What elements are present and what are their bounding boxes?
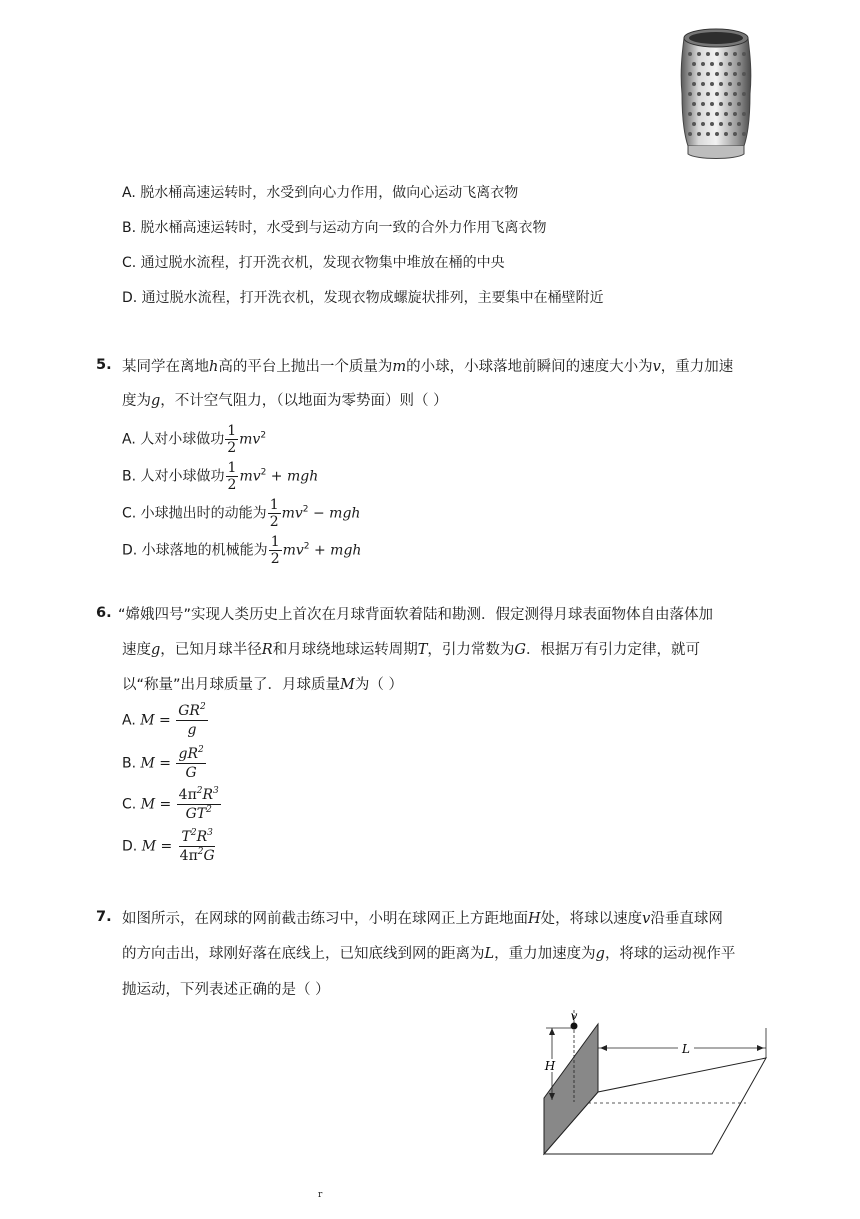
q7-number: 7. — [96, 909, 112, 925]
drum-hole — [724, 52, 728, 56]
q5-number: 5. — [96, 357, 112, 373]
drum-hole — [688, 92, 692, 96]
drum-hole — [706, 72, 710, 76]
drum-hole — [692, 102, 696, 106]
drum-hole — [701, 62, 705, 66]
drum-hole — [715, 112, 719, 116]
drum-hole — [742, 52, 746, 56]
drum-hole — [706, 132, 710, 136]
drum-hole — [728, 122, 732, 126]
drum-hole — [742, 72, 746, 76]
drum-hole — [706, 112, 710, 116]
drum-hole — [719, 122, 723, 126]
drum-hole — [715, 72, 719, 76]
drum-hole — [742, 92, 746, 96]
tennis-ball — [571, 1023, 578, 1030]
drum-hole — [701, 122, 705, 126]
q4-option-c: C. 通过脱水流程，打开洗衣机，发现衣物集中堆放在桶的中央 — [122, 255, 505, 271]
drum-hole — [724, 92, 728, 96]
q4-option-d: D. 通过脱水流程，打开洗衣机，发现衣物成螺旋状排列，主要集中在桶壁附近 — [122, 290, 604, 306]
drum-hole — [697, 92, 701, 96]
q5-stem-line2: 度为g，不计空气阻力，（以地面为零势面）则（ ） — [122, 393, 448, 409]
length-label: L — [682, 1042, 690, 1056]
drum-hole — [728, 62, 732, 66]
drum-hole — [701, 82, 705, 86]
drum-hole — [719, 82, 723, 86]
drum-hole — [733, 92, 737, 96]
drum-hole — [710, 62, 714, 66]
drum-hole — [733, 112, 737, 116]
height-label: H — [544, 1059, 556, 1073]
drum-hole — [697, 132, 701, 136]
tennis-net-figure — [530, 1008, 780, 1160]
q6-option-c: C. M = $\frac{4\pi^2R^3}{GT^2}$ — [122, 786, 219, 822]
drum-hole — [692, 122, 696, 126]
drum-hole — [692, 82, 696, 86]
q6-number: 6. — [96, 605, 112, 621]
velocity-label: v — [570, 1009, 578, 1023]
drum-hole — [728, 82, 732, 86]
drum-hole — [688, 72, 692, 76]
drum-hole — [742, 112, 746, 116]
drum-hole — [724, 132, 728, 136]
q7-stem-line2: 的方向击出，球刚好落在底线上，已知底线到网的距离为L，重力加速度为g，将球的运动视作平 — [122, 946, 736, 962]
drum-hole — [737, 122, 741, 126]
drum-hole — [688, 52, 692, 56]
drum-hole — [715, 92, 719, 96]
drum-hole — [724, 112, 728, 116]
stray-mark: r — [318, 1190, 323, 1200]
q6-option-d: D. M = $\frac{T^2R^3}{4\pi^2G}$ — [122, 828, 215, 864]
drum-hole — [737, 62, 741, 66]
drum-hole — [742, 132, 746, 136]
drum-hole — [697, 72, 701, 76]
q6-option-b: B. M = $\frac{gR^2}{G}$ — [122, 745, 204, 781]
q4-option-a: A. 脱水桶高速运转时，水受到向心力作用，做向心运动飞离衣物 — [122, 185, 519, 201]
drum-hole — [697, 52, 701, 56]
drum-hole — [715, 132, 719, 136]
drum-hole — [688, 112, 692, 116]
q5-option-b: B. 人对小球做功 $\frac{1}{2}$ $mv^2$ + mgh — [122, 460, 319, 493]
drum-hole — [724, 72, 728, 76]
q5-option-a: A. 人对小球做功 $\frac{1}{2}$ $mv^2$ — [122, 423, 267, 456]
drum-hole — [706, 92, 710, 96]
drum-hole — [733, 132, 737, 136]
drum-hole — [706, 52, 710, 56]
drum-hole — [728, 102, 732, 106]
drum-hole — [688, 132, 692, 136]
q5-option-c: C. 小球抛出时的动能为 $\frac{1}{2}$ $mv^2$ − mgh — [122, 497, 361, 530]
spin-dryer-drum-image — [676, 24, 756, 160]
drum-hole — [733, 52, 737, 56]
q6-stem-line2: 速度g，已知月球半径R和月球绕地球运转周期T，引力常数为G．根据万有引力定律，就可 — [122, 642, 700, 658]
drum-hole — [710, 122, 714, 126]
q5-option-d: D. 小球落地的机械能为 $\frac{1}{2}$ $mv^2$ + mgh — [122, 534, 362, 567]
q4-option-b: B. 脱水桶高速运转时，水受到与运动方向一致的合外力作用飞离衣物 — [122, 220, 547, 236]
drum-hole — [733, 72, 737, 76]
drum-hole — [701, 102, 705, 106]
drum-hole — [715, 52, 719, 56]
drum-hole — [719, 62, 723, 66]
drum-hole — [737, 102, 741, 106]
drum-hole — [692, 62, 696, 66]
drum-hole — [710, 102, 714, 106]
q7-stem-line3: 抛运动，下列表述正确的是（ ） — [122, 982, 330, 998]
drum-hole — [737, 82, 741, 86]
drum-hole — [719, 102, 723, 106]
drum-hole — [710, 82, 714, 86]
q6-stem-line1: “嫦娥四号”实现人类历史上首次在月球背面软着陆和勘测．假定测得月球表面物体自由落体加 — [118, 607, 714, 623]
q6-option-a: A. M = $\frac{GR^2}{g}$ — [122, 702, 206, 738]
q6-stem-line3: 以“称量”出月球质量了．月球质量M为（ ） — [122, 677, 403, 693]
drum-hole — [697, 112, 701, 116]
q5-stem-line1: 某同学在离地h高的平台上抛出一个质量为m的小球，小球落地前瞬间的速度大小为v，重力加速 — [122, 359, 734, 375]
q7-stem-line1: 如图所示，在网球的网前截击练习中，小明在球网正上方距地面H处，将球以速度v沿垂直球网 — [122, 911, 723, 927]
